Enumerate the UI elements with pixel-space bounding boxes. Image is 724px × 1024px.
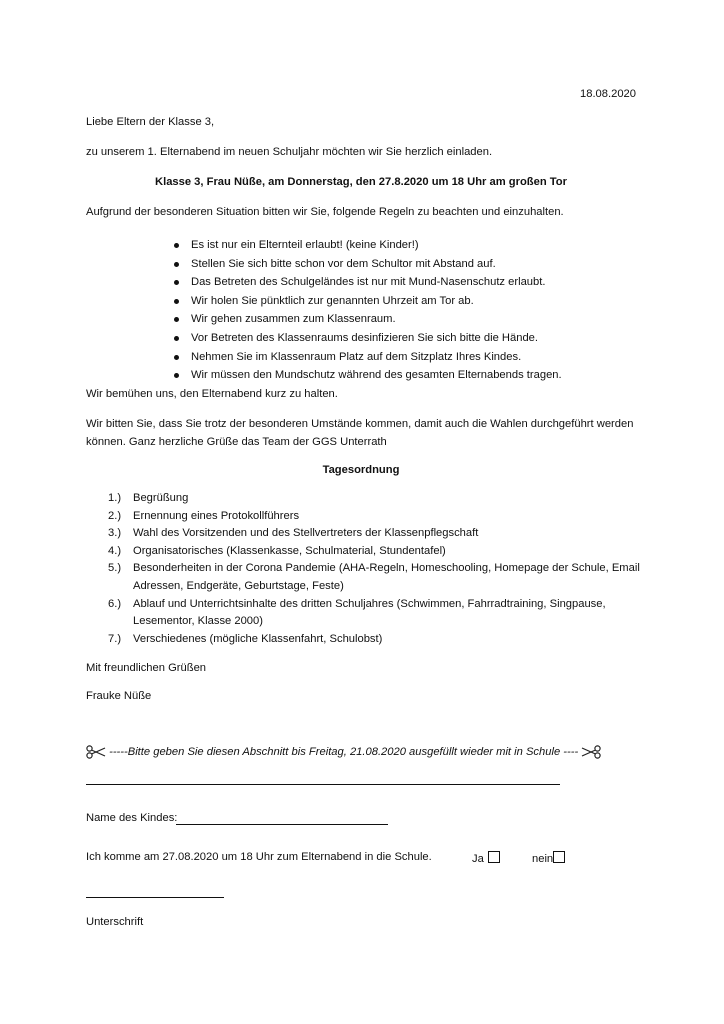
rules-list xyxy=(86,236,562,385)
agenda-list xyxy=(86,490,653,648)
intro-text: zu unserem 1. Elternabend im neuen Schuljahr möchten wir Sie herzlich einladen. xyxy=(86,146,493,158)
bullet-icon xyxy=(174,262,179,267)
list-item: Das Betreten des Schulgeländes ist nur mit Mund-Nasenschutz erlaubt. xyxy=(86,273,562,292)
list-item: Wir holen Sie pünktlich zur genannten Uhrzeit am Tor ab. xyxy=(86,292,562,311)
signature-name: Frauke Nüße xyxy=(86,690,152,702)
closing-line-2: können. Ganz herzliche Grüße das Team der GGS Unterrath xyxy=(86,436,387,448)
regards: Mit freundlichen Grüßen xyxy=(86,662,207,674)
bullet-icon xyxy=(174,336,179,341)
yes-option[interactable] xyxy=(472,851,500,865)
attend-text: Ich komme am 27.08.2020 um 18 Uhr zum Elternabend in die Schule. xyxy=(86,851,432,863)
list-item: Stellen Sie sich bitte schon vor dem Schultor mit Abstand auf. xyxy=(86,255,562,274)
list-item: 2.) Ernennung eines Protokollführers xyxy=(108,509,300,522)
bullet-icon xyxy=(174,299,179,304)
scissors-icon xyxy=(581,745,601,759)
list-item: Wir müssen den Mundschutz während des gesamten Elternabends tragen. xyxy=(86,366,562,385)
no-label: nein xyxy=(532,853,554,865)
list-item: Vor Betreten des Klassenraums desinfizieren Sie sich bitte die Hände. xyxy=(86,329,562,348)
closing-line-1: Wir bitten Sie, dass Sie trotz der besonderen Umstände kommen, damit auch die Wahlen durchgeführt werden xyxy=(86,418,634,430)
signature-line[interactable] xyxy=(86,897,224,898)
greeting: Liebe Eltern der Klasse 3, xyxy=(86,116,215,128)
list-item: Nehmen Sie im Klassenraum Platz auf dem Sitzplatz Ihres Kindes. xyxy=(86,348,562,367)
yes-checkbox[interactable] xyxy=(488,851,500,863)
letter-date: 18.08.2020 xyxy=(580,88,636,100)
cut-instruction xyxy=(86,745,601,759)
no-checkbox[interactable] xyxy=(553,851,565,863)
signature-label: Unterschrift xyxy=(86,916,144,928)
agenda-title: Tagesordnung xyxy=(322,464,400,476)
list-item: 3.) Wahl des Vorsitzenden und des Stellvertreters der Klassenpflegschaft xyxy=(108,527,479,540)
child-name-field[interactable] xyxy=(176,824,388,825)
list-item: 7.) Verschiedenes (mögliche Klassenfahrt, Schulobst) xyxy=(108,632,383,645)
bullet-icon xyxy=(174,317,179,322)
bullet-icon xyxy=(174,243,179,248)
event-line: Klasse 3, Frau Nüße, am Donnerstag, den 27.8.2020 um 18 Uhr am großen Tor xyxy=(155,176,567,188)
short-note: Wir bemühen uns, den Elternabend kurz zu halten. xyxy=(86,388,338,400)
child-name-label: Name des Kindes: xyxy=(86,812,178,824)
list-item: 4.) Organisatorisches (Klassenkasse, Schulmaterial, Stundentafel) xyxy=(108,544,446,557)
cut-line xyxy=(86,784,560,785)
list-item: 5.) Besonderheiten in der Corona Pandemie (AHA-Regeln, Homeschooling, Homepage der Schule, Email Adressen, Endgeräte, Geburtstage, Feste) xyxy=(108,562,640,592)
bullet-icon xyxy=(174,280,179,285)
list-item: Wir gehen zusammen zum Klassenraum. xyxy=(86,310,562,329)
list-item: 6.) Ablauf und Unterrichtsinhalte des dritten Schuljahres (Schwimmen, Fahrradtraining, Singpause, Lesementor, Klasse 2000) xyxy=(108,597,606,628)
cut-text: -----Bitte geben Sie diesen Abschnitt bis Freitag, 21.08.2020 ausgefüllt wieder mit in Schule ---- xyxy=(109,745,579,758)
bullet-icon xyxy=(174,373,179,378)
scissors-icon xyxy=(86,745,106,759)
yes-label: Ja xyxy=(472,853,484,865)
list-item: 1.) Begrüßung xyxy=(108,492,189,504)
list-item: Es ist nur ein Elternteil erlaubt! (keine Kinder!) xyxy=(86,236,562,255)
no-option[interactable] xyxy=(532,851,565,865)
rules-intro: Aufgrund der besonderen Situation bitten wir Sie, folgende Regeln zu beachten und einzuhalten. xyxy=(86,206,564,218)
bullet-icon xyxy=(174,355,179,360)
